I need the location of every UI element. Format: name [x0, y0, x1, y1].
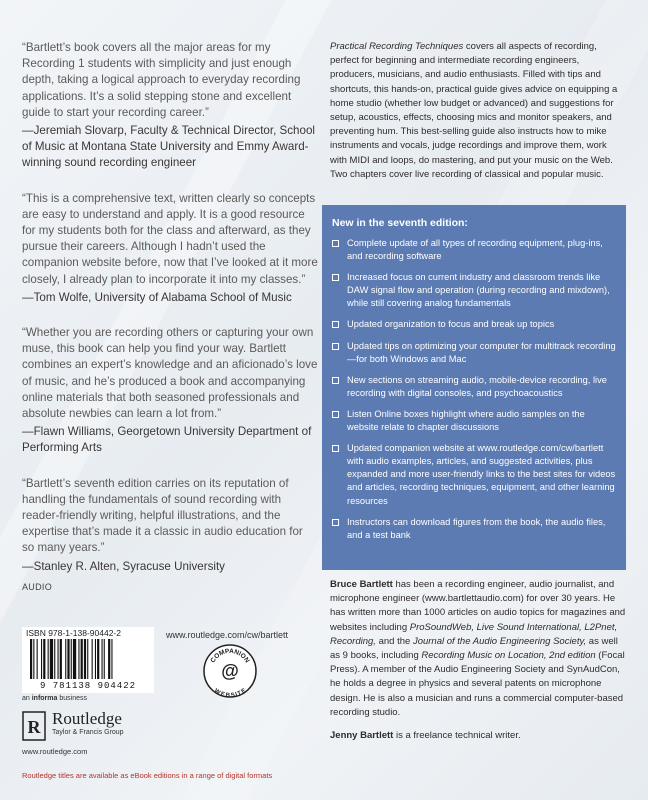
list-item [332, 408, 616, 434]
barcode [22, 627, 154, 693]
svg-text:R: R [27, 717, 41, 737]
barcode-bar [65, 639, 66, 679]
square-bullet-icon [332, 377, 339, 384]
square-bullet-icon [332, 240, 339, 247]
informa-suffix: business [57, 695, 87, 702]
informa-line [22, 695, 87, 702]
barcode-bar [71, 639, 72, 679]
publisher-logo [22, 709, 162, 745]
author-bios [330, 578, 628, 752]
list-item-text: Updated organization to focus and break up topics [347, 319, 555, 330]
square-bullet-icon [332, 321, 339, 328]
bio-italic: ProSoundWeb, Live Sound International, L2Pnet, Recording, [330, 621, 618, 647]
bio-italic: Recording Music on Location, 2nd edition [421, 650, 596, 662]
barcode-bar [48, 639, 49, 679]
barcode-bar [67, 639, 69, 679]
description-text: covers all aspects of recording, perfect for beginning and intermediate recording engineers, producers, musicians, and audio enthusiasts. Filled with tips and shortcuts, this hands-on, practical guide gives advice on equipping a home studio (whether low budget or advanced) and suggestions for setup, acoustics, effects, choosing mics and monitor speakers, and preventing hum. This best-selling guide also instructs how to mike instruments and vocals, judge recordings and improve them, work with MIDI and loops, do mastering, and put your music on the Web. Two chapters cover live recording of classical and popular music. [330, 41, 618, 180]
list-item [332, 374, 616, 400]
barcode-bar [95, 639, 96, 679]
book-description [330, 40, 626, 182]
square-bullet-icon [332, 411, 339, 418]
list-item-text: Complete update of all types of recording equipment, plug-ins, and recording software [347, 238, 603, 262]
square-bullet-icon [332, 274, 339, 281]
quote-text: “This is a comprehensive text, written clearly so concepts are easy to understand and apply. It is a good resource for my students both for the class and afterward, as they pursue their careers. Although I hadn’t used the companion website before, now that I’ve looked at it more closely, I already plan to incorporate it into my classes.” [22, 191, 318, 286]
quote-text: “Bartlett’s book covers all the major areas for my Recording 1 students with simplicity and just enough depth, taking a logical approach to everyday recording applications. It’s a solid stepping stone and excellent guide to start your recording career.” [22, 41, 301, 119]
bio-italic: Journal of the Audio Engineering Society, [412, 635, 587, 647]
badge-bottom-text: WEBSITE [212, 687, 248, 699]
barcode-bar [102, 639, 103, 679]
barcode-bar [37, 639, 38, 679]
quote-attribution: —Tom Wolfe, University of Alabama School of Music [22, 290, 292, 304]
informa-brand: informa [31, 695, 58, 702]
barcode-bar [33, 639, 34, 679]
bio-text: and the [375, 635, 413, 647]
barcode-bar [104, 639, 105, 679]
publisher-name: Routledge [52, 709, 122, 728]
category-label: AUDIO [22, 582, 53, 592]
list-item-text: Updated companion website at www.routledge.com/cw/bartlett with audio examples, articles, and suggested activities, plus expanded and more user-friendly links to the best sites for videos and articles, recording techniques, equipment, and other learning resources [347, 443, 616, 506]
list-item [332, 442, 616, 507]
companion-url[interactable]: www.routledge.com/cw/bartlett [166, 630, 289, 640]
companion-website-badge [202, 643, 258, 699]
bio-text: is a freelance technical writer. [393, 730, 521, 742]
bio-jenny [330, 729, 628, 743]
list-item-text: Instructors can download figures from the book, the audio files, and a test bank [347, 516, 606, 540]
bio-bruce [330, 578, 628, 720]
barcode-bar [43, 639, 45, 679]
barcode-bar [41, 639, 42, 679]
quote-text: “Whether you are recording others or capturing your own muse, this book can help you find your way. Bartlett combines an expert’s knowledge and an aficionado’s love of music, and he’s produced a book and accompanying online materials that both seasoned professionals and absolute newbies can learn a lot from.” [22, 326, 318, 421]
barcode-bar [78, 639, 79, 679]
barcode-bar [87, 639, 88, 679]
footer-note: Routledge titles are available as eBook editions in a range of digital formats [22, 771, 273, 780]
square-bullet-icon [332, 343, 339, 350]
new-edition-panel [322, 205, 626, 570]
barcode-bar [30, 639, 32, 679]
at-sign-icon: @ [221, 661, 239, 681]
barcode-bars [30, 639, 146, 681]
publisher-url[interactable]: www.routledge.com [22, 747, 88, 756]
list-item [332, 340, 616, 366]
review-quotes [22, 40, 318, 594]
list-item-text: New sections on streaming audio, mobile-device recording, live recording with digital consoles, and psychoacoustics [347, 374, 607, 398]
author-name: Jenny Bartlett [330, 730, 394, 742]
barcode-bar [60, 639, 62, 679]
new-edition-list [332, 237, 616, 542]
informa-prefix: an [22, 695, 32, 702]
barcode-number: 9 781138 904422 [39, 681, 136, 691]
publisher-sub: Taylor & Francis Group [52, 729, 124, 736]
bio-text: as well as 9 books, including [330, 635, 618, 662]
list-item [332, 516, 616, 542]
quote-block [22, 476, 318, 575]
list-item [332, 237, 616, 263]
quote-attribution: —Jeremiah Slovarp, Faculty & Technical Director, School of Music at Montana State University and Emmy Award-winning sound recording engineer [22, 124, 315, 170]
barcode-bar [81, 639, 83, 679]
author-name: Bruce Bartlett [330, 579, 393, 590]
bio-text: has been a recording engineer, audio journalist, and microphone engineer (www.bartlettaudio.com) for over 30 years. He has written more than 1000 articles on audio topics for magazines and websites including [330, 579, 626, 633]
barcode-bar [50, 639, 53, 679]
barcode-bar [73, 639, 76, 679]
list-item [332, 271, 616, 310]
routledge-logo-icon [22, 711, 46, 741]
quote-block [22, 191, 318, 306]
bio-text: (Focal Press). A member of the Audio Engineering Society and SynAudCon, he holds a degree in physics and several patents on microphone design. He is also a musician and runs a commercial computer-based recording studio. [330, 650, 625, 718]
list-item [332, 318, 616, 331]
quote-attribution: —Stanley R. Alten, Syracuse University [22, 559, 225, 573]
quote-block [22, 325, 318, 457]
barcode-bar [84, 639, 86, 679]
quote-text: “Bartlett’s seventh edition carries on its reputation of handling the fundamentals of sound recording with reader-friendly writing, helpful illustrations, and the expertise that’s made it a classic in audio education for so many years.” [22, 476, 303, 555]
barcode-bar [108, 639, 110, 679]
isbn-label: ISBN 978-1-138-90442-2 [26, 628, 121, 638]
quote-attribution: —Flawn Williams, Georgetown University Department of Performing Arts [22, 425, 312, 455]
barcode-bar [54, 639, 55, 679]
square-bullet-icon [332, 519, 339, 526]
barcode-bar [97, 639, 99, 679]
list-item-text: Listen Online boxes highlight where audio samples on the website relate to chapter discussions [347, 408, 585, 433]
list-item-text: Increased focus on current industry and classroom trends like DAW signal flow and operation (during recording and mixdown), while still covering analog fundamentals [347, 272, 610, 309]
barcode-bar [111, 639, 112, 679]
badge-top-text: COMPANION [209, 647, 251, 665]
barcode-bar [58, 639, 59, 679]
square-bullet-icon [332, 445, 339, 452]
barcode-bar [92, 639, 93, 679]
book-title: Practical Recording Techniques [330, 41, 464, 52]
quote-block [22, 40, 318, 172]
list-item-text: Updated tips on optimizing your computer for multitrack recording—for both Windows and Mac [347, 340, 616, 364]
new-edition-heading: New in the seventh edition: [332, 217, 468, 229]
